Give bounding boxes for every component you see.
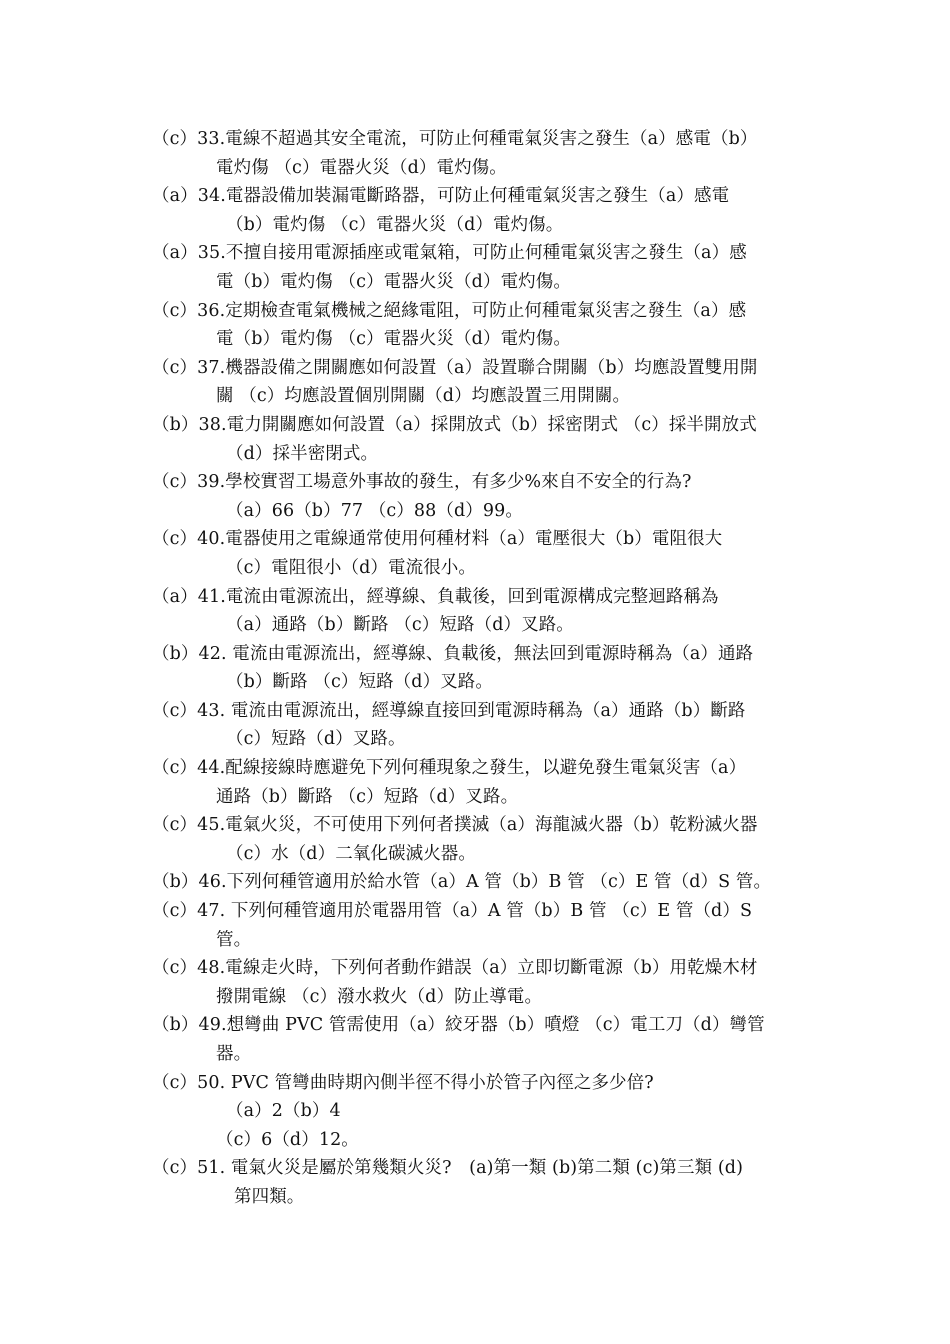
question-list bbox=[152, 125, 812, 1212]
question-text: （c）47. 下列何種管適用於電器用管（a）A 管（b）B 管 （c）E 管（d）S bbox=[152, 901, 753, 922]
question-text: （b）49.想彎曲 PVC 管需使用（a）絞牙器（b）噴燈 （c）電工刀（d）彎管 bbox=[152, 1015, 765, 1036]
question-continuation: 管。 bbox=[216, 929, 252, 950]
question-text: （c）48.電線走火時，下列何者動作錯誤（a）立即切斷電源（b）用乾燥木材 bbox=[152, 958, 758, 979]
question-item bbox=[152, 897, 812, 954]
question-item bbox=[152, 640, 812, 697]
question-text: （c）51. 電氣火災是屬於第幾類火災? (a)第一類 (b)第二類 (c)第三類 (d) bbox=[152, 1158, 744, 1179]
question-item bbox=[152, 697, 812, 754]
question-continuation: 撥開電線 （c）潑水救火（d）防止導電。 bbox=[216, 986, 543, 1007]
question-text: （c）36.定期檢查電氣機械之絕緣電阻，可防止何種電氣災害之發生（a）感 bbox=[152, 300, 747, 321]
question-text: （a）35.不擅自接用電源插座或電氣箱，可防止何種電氣災害之發生（a）感 bbox=[152, 243, 747, 264]
question-continuation: （b）電灼傷 （c）電器火災（d）電灼傷。 bbox=[226, 214, 564, 235]
question-text: （b）46.下列何種管適用於給水管（a）A 管（b）B 管 （c）E 管（d）S 管。 bbox=[152, 872, 772, 893]
question-continuation: 關 （c）均應設置個別開關（d）均應設置三用開關。 bbox=[216, 386, 631, 407]
question-item bbox=[152, 583, 812, 640]
question-text: （c）44.配線接線時應避免下列何種現象之發生，以避免發生電氣災害（a） bbox=[152, 758, 747, 779]
question-continuation: （a）通路（b）斷路 （c）短路（d）叉路。 bbox=[226, 615, 574, 636]
question-text: （b）42. 電流由電源流出，經導線、負載後，無法回到電源時稱為（a）通路 bbox=[152, 643, 754, 664]
question-continuation: 電灼傷 （c）電器火災（d）電灼傷。 bbox=[216, 157, 507, 178]
question-text: （a）41.電流由電源流出，經導線、負載後，回到電源構成完整迴路稱為 bbox=[152, 586, 719, 607]
question-text: （c）39.學校實習工場意外事故的發生，有多少%來自不安全的行為? bbox=[152, 472, 692, 493]
question-continuation: 第四類。 bbox=[234, 1186, 305, 1207]
question-item bbox=[152, 754, 812, 811]
question-text: （c）43. 電流由電源流出，經導線直接回到電源時稱為（a）通路（b）斷路 bbox=[152, 700, 746, 721]
question-item bbox=[152, 239, 812, 296]
question-continuation: 器。 bbox=[216, 1044, 252, 1064]
question-item bbox=[152, 354, 812, 411]
question-item bbox=[152, 411, 812, 468]
question-continuation: （d）採半密閉式。 bbox=[226, 443, 379, 464]
question-continuation: （a）66（b）77 （c）88（d）99。 bbox=[226, 500, 523, 521]
question-continuation: （b）斷路 （c）短路（d）叉路。 bbox=[226, 672, 493, 693]
question-text: （c）37.機器設備之開關應如何設置（a）設置聯合開關（b）均應設置雙用開 bbox=[152, 357, 758, 378]
question-text: （c）45.電氣火災，不可使用下列何者撲滅（a）海龍滅火器（b）乾粉滅火器 bbox=[152, 815, 758, 836]
question-continuation: （c）水（d）二氧化碳滅火器。 bbox=[226, 843, 477, 864]
question-item bbox=[152, 811, 812, 868]
question-item bbox=[152, 868, 812, 897]
question-continuation: （c）電阻很小（d）電流很小。 bbox=[226, 557, 477, 578]
question-item bbox=[152, 525, 812, 582]
question-continuation: 電（b）電灼傷 （c）電器火災（d）電灼傷。 bbox=[216, 329, 571, 350]
question-continuation: 通路（b）斷路 （c）短路（d）叉路。 bbox=[216, 786, 519, 807]
question-item bbox=[152, 1011, 812, 1068]
question-item bbox=[152, 1069, 812, 1155]
question-continuation: （a）2（b）4 bbox=[226, 1101, 341, 1122]
question-item bbox=[152, 297, 812, 354]
question-item bbox=[152, 182, 812, 239]
question-item bbox=[152, 125, 812, 182]
question-item bbox=[152, 468, 812, 525]
question-text: （b）38.電力開關應如何設置（a）採開放式（b）採密閉式 （c）採半開放式 bbox=[152, 414, 757, 435]
question-text: （c）33.電線不超過其安全電流，可防止何種電氣災害之發生（a）感電（b） bbox=[152, 129, 758, 149]
question-item bbox=[152, 1154, 812, 1211]
question-continuation: （c）短路（d）叉路。 bbox=[226, 729, 406, 750]
question-continuation: 電（b）電灼傷 （c）電器火災（d）電灼傷。 bbox=[216, 271, 571, 292]
question-continuation: （c）6（d）12。 bbox=[216, 1129, 359, 1150]
question-item bbox=[152, 954, 812, 1011]
question-text: （a）34.電器設備加裝漏電斷路器，可防止何種電氣災害之發生（a）感電 bbox=[152, 186, 730, 207]
question-text: （c）40.電器使用之電線通常使用何種材料（a）電壓很大（b）電阻很大 bbox=[152, 529, 723, 550]
question-text: （c）50. PVC 管彎曲時期內側半徑不得小於管子內徑之多少倍? bbox=[152, 1072, 654, 1093]
